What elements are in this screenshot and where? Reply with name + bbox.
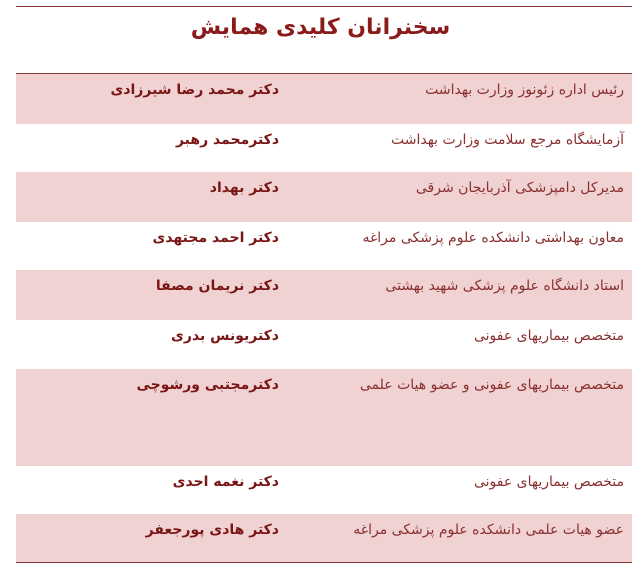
speaker-name: دکتریونس بدری <box>171 328 279 344</box>
table-row <box>16 369 632 466</box>
speaker-position: عضو هیات علمی دانشکده علوم پزشکی مراغه <box>353 522 624 538</box>
table-row <box>16 222 632 270</box>
speaker-name: دکترمجتبی ورشوچی <box>136 377 279 393</box>
speakers-table <box>16 73 632 563</box>
table-row <box>16 172 632 222</box>
table-row <box>16 466 632 514</box>
speaker-name: دکترمحمد رهبر <box>175 132 279 148</box>
speaker-name: دکتر نریمان مصفا <box>155 278 279 294</box>
table-row <box>16 74 632 124</box>
speaker-name: دکتر بهداد <box>209 180 279 196</box>
page-title: سخنرانان کلیدی همایش <box>190 15 451 40</box>
top-rule <box>16 6 632 7</box>
speaker-name: دکتر هادی پورجعفر <box>145 522 279 538</box>
table-row <box>16 514 632 562</box>
speaker-position: متخصص بیماریهای عفونی <box>473 474 624 490</box>
speaker-position: مدیرکل دامپزشکی آذربایجان شرقی <box>415 180 624 196</box>
table-row <box>16 320 632 369</box>
speaker-position: رئیس اداره زئونوز وزارت بهداشت <box>425 82 624 98</box>
speaker-position: معاون بهداشتی دانشکده علوم پزشکی مراغه <box>362 230 624 246</box>
table-row <box>16 124 632 172</box>
speaker-position: استاد دانشگاه علوم پزشکی شهید بهشتی <box>385 278 624 294</box>
speaker-position: متخصص بیماریهای عفونی و عضو هیات علمی <box>359 377 624 393</box>
speaker-name: دکتر احمد مجتهدی <box>152 230 279 246</box>
table-row <box>16 270 632 320</box>
speaker-position: متخصص بیماریهای عفونی <box>473 328 624 344</box>
speaker-name: دکتر نغمه احدی <box>172 474 279 490</box>
speaker-position: آزمایشگاه مرجع سلامت وزارت بهداشت <box>390 132 624 148</box>
speaker-name: دکتر محمد رضا شیرزادی <box>110 82 279 98</box>
